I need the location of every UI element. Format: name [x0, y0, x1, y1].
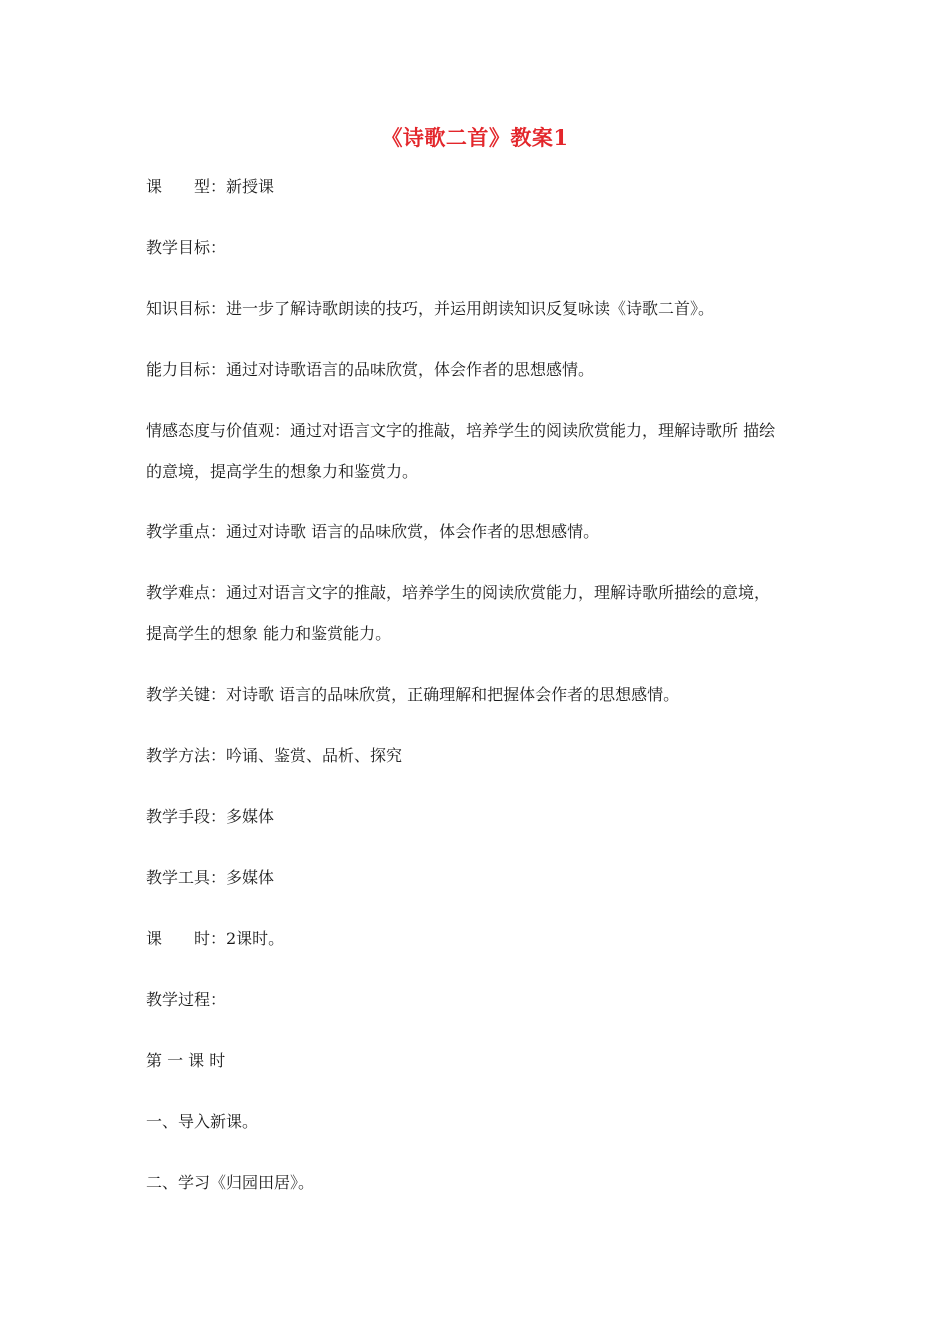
- document-title: 《诗歌二首》教案1: [381, 125, 569, 150]
- lesson-type-line: 课 型：新授课: [146, 177, 275, 196]
- attitude-objective-line-2: 的意境，提高学生的想象力和鉴赏力。: [146, 462, 419, 481]
- knowledge-objective-line: 知识目标：进一步了解诗歌朗读的技巧，并运用朗读知识反复咏读《诗歌二首》。: [146, 299, 715, 318]
- class-hours-line: 课 时：2课时。: [146, 929, 285, 948]
- teaching-difficulty-line-1: 教学难点：通过对语言文字的推敲，培养学生的阅读欣赏能力，理解诗歌所描绘的意境，: [146, 583, 771, 602]
- section-study-line: 二、学习《归园田居》。: [146, 1173, 315, 1192]
- first-lesson-heading: 第 一 课 时: [146, 1051, 226, 1070]
- teaching-focus-line: 教学重点：通过对诗歌 语言的品味欣赏，体会作者的思想感情。: [146, 522, 600, 541]
- teaching-means-line: 教学手段：多媒体: [146, 807, 275, 826]
- teaching-difficulty-line-2: 提高学生的想象 能力和鉴赏能力。: [146, 624, 392, 643]
- teaching-process-heading: 教学过程：: [146, 990, 227, 1009]
- teaching-tools-line: 教学工具：多媒体: [146, 868, 275, 887]
- ability-objective-line: 能力目标：通过对诗歌语言的品味欣赏，体会作者的思想感情。: [146, 360, 595, 379]
- teaching-objectives-heading: 教学目标：: [146, 238, 227, 257]
- teaching-key-line: 教学关键：对诗歌 语言的品味欣赏，正确理解和把握体会作者的思想感情。: [146, 685, 680, 704]
- section-intro-line: 一、导入新课。: [146, 1112, 259, 1131]
- teaching-methods-line: 教学方法：吟诵、鉴赏、品析、探究: [146, 746, 403, 765]
- attitude-objective-line-1: 情感态度与价值观：通过对语言文字的推敲，培养学生的阅读欣赏能力，理解诗歌所 描绘: [146, 421, 776, 440]
